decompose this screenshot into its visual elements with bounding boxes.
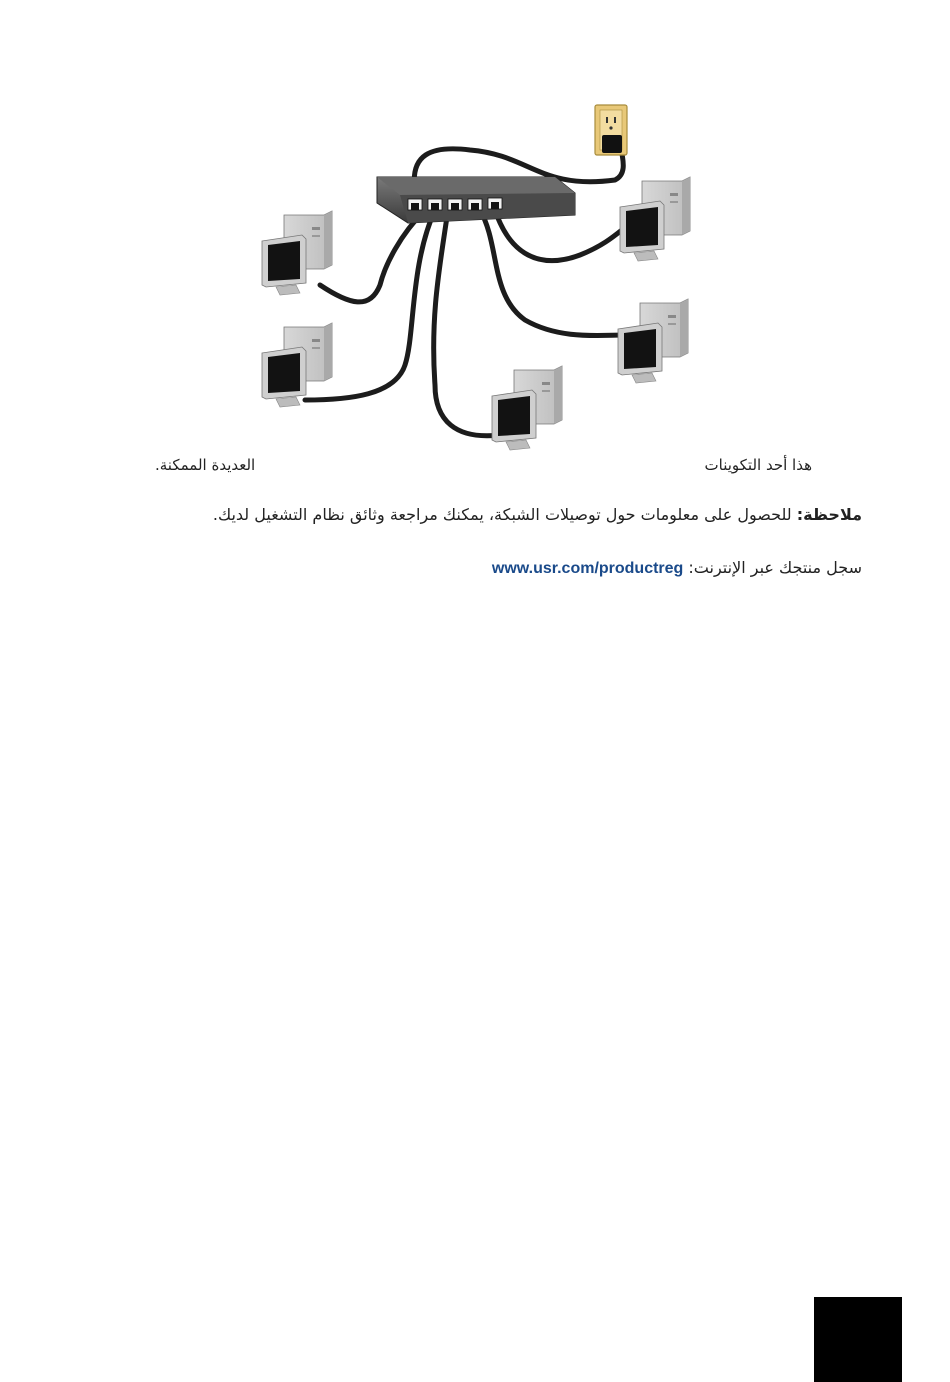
note-text: للحصول على معلومات حول توصيلات الشبكة، يمكنك مراجعة وثائق نظام التشغيل لديك. bbox=[212, 505, 797, 524]
register-paragraph bbox=[492, 558, 862, 578]
note-label: ملاحظة: bbox=[796, 505, 862, 524]
note-paragraph bbox=[213, 505, 862, 524]
register-link[interactable]: www.usr.com/productreg bbox=[491, 560, 684, 577]
network-diagram bbox=[240, 95, 710, 455]
computer-icon-top-right bbox=[620, 177, 690, 261]
register-text: سجل منتجك عبر الإنترنت: bbox=[683, 558, 862, 577]
page-tab bbox=[814, 1297, 902, 1382]
computer-icon-top-left bbox=[262, 211, 332, 295]
computer-icon-mid-left bbox=[262, 323, 332, 407]
computer-icon-mid-right bbox=[618, 299, 688, 383]
network-switch-icon bbox=[377, 177, 575, 223]
power-outlet-icon bbox=[595, 105, 627, 155]
caption-left: العديدة الممكنة. bbox=[155, 456, 256, 474]
caption-right: هذا أحد التكوينات bbox=[704, 456, 812, 474]
computer-icon-bottom-center bbox=[492, 366, 562, 450]
